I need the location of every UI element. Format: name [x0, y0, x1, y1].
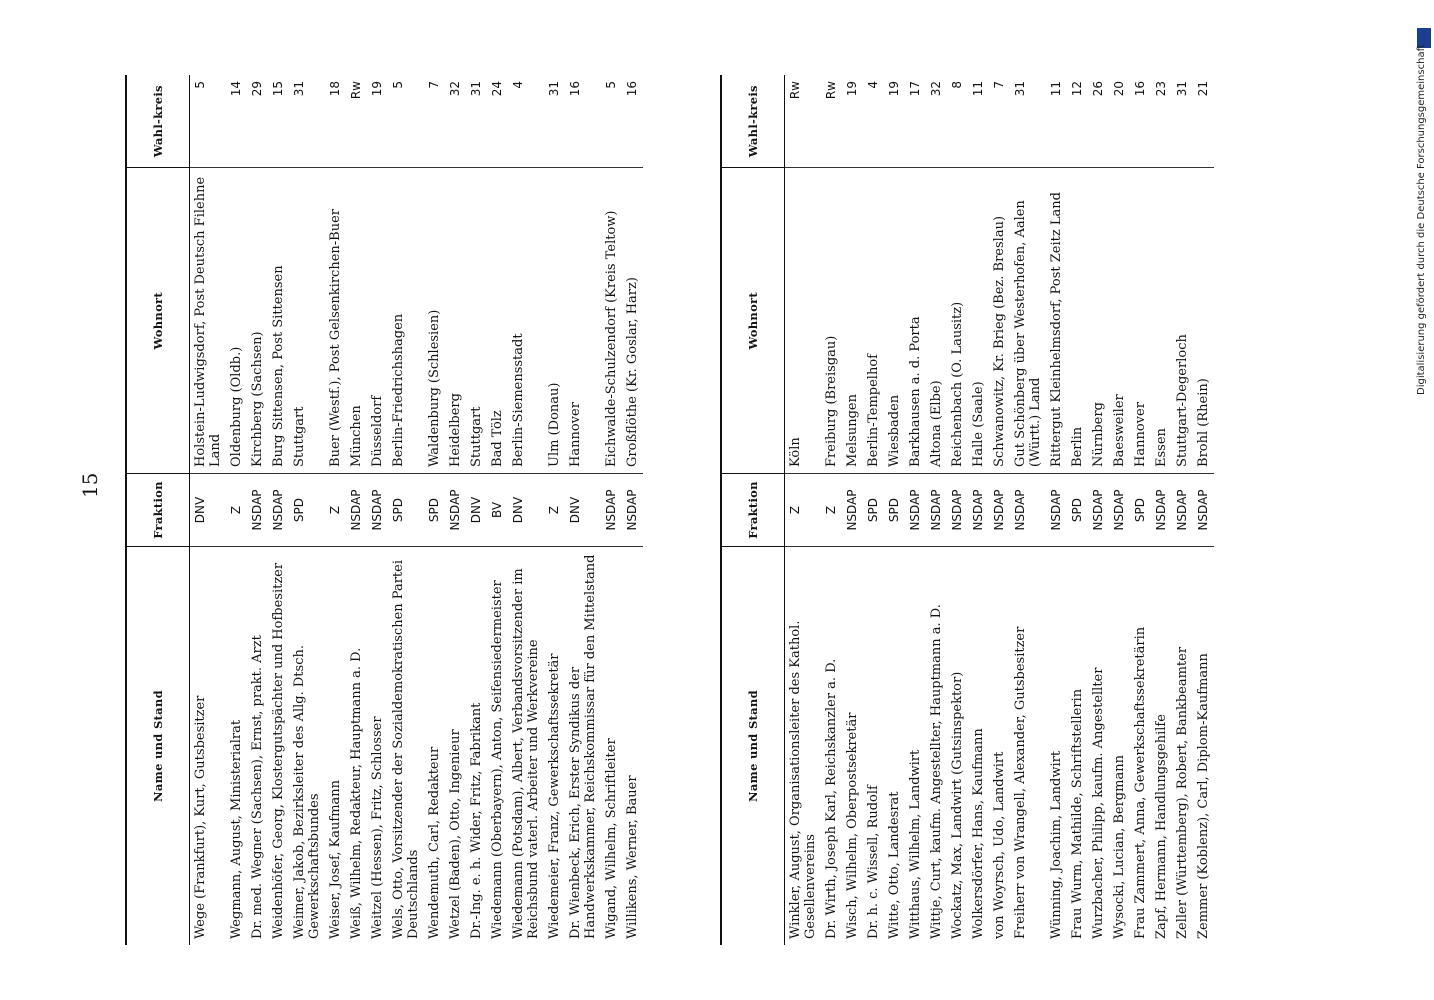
table-row — [1193, 75, 1214, 945]
table-header-row — [721, 75, 785, 945]
cell-wohnort: Kirchberg (Sachsen) — [247, 168, 268, 473]
table-row — [487, 75, 508, 945]
cell-fraktion: NSDAP — [1193, 473, 1214, 546]
cell-name: Wege (Frankfurt), Kurt, Gutsbesitzer — [193, 695, 208, 939]
cell-name: Witte, Otto, Landesrat — [887, 791, 902, 939]
table-row — [1067, 75, 1088, 945]
header-fraktion: Fraktion — [721, 473, 785, 546]
cell-fraktion: NSDAP — [842, 473, 863, 546]
cell-name: Freiherr von Wrangell, Alexander, Gutsbesitzer — [1013, 626, 1028, 939]
cell-fraktion: NSDAP — [926, 473, 947, 546]
cell-name: Zapf, Hermann, Handlungsgehilfe — [1154, 714, 1169, 939]
cell-wahlkreis: 32 — [926, 75, 947, 168]
cell-fraktion: NSDAP — [947, 473, 968, 546]
table-row — [1151, 75, 1172, 945]
cell-fraktion: Z — [821, 473, 842, 546]
cell-name: Wigand, Wilhelm, Schriftleiter — [604, 738, 619, 939]
cell-fraktion: NSDAP — [445, 473, 466, 546]
table-row — [544, 75, 565, 945]
cell-name: Willikens, Werner, Bauer — [625, 775, 640, 939]
table-row — [926, 75, 947, 945]
cell-wahlkreis: 5 — [190, 75, 227, 168]
cell-wohnort: Halle (Saale) — [968, 168, 989, 473]
cell-name: Wittje, Curt, kaufm. Angestellter, Hauptmann a. D. — [929, 604, 944, 939]
cell-wahlkreis: 31 — [1172, 75, 1193, 168]
cell-wahlkreis: 12 — [1067, 75, 1088, 168]
cell-wohnort: Nürnberg — [1088, 168, 1109, 473]
cell-fraktion: SPD — [1130, 473, 1151, 546]
cell-name: Wisch, Wilhelm, Oberpostsekretär — [845, 712, 860, 939]
cell-name: Dr. h. c. Wissell, Rudolf — [866, 785, 881, 939]
cell-wohnort: Hannover — [1130, 168, 1151, 473]
cell-wahlkreis: 31 — [1010, 75, 1046, 168]
cell-fraktion: Z — [325, 473, 346, 546]
cell-fraktion: SPD — [289, 473, 325, 546]
cell-name: Frau Zammert, Anna, Gewerkschaftssekretärin — [1133, 626, 1148, 939]
cell-wahlkreis: 5 — [388, 75, 424, 168]
cell-wohnort: Melsungen — [842, 168, 863, 473]
cell-name: Wetzel (Baden), Otto, Ingenieur — [448, 729, 463, 939]
cell-wohnort: Holstein-Ludwigsdorf, Post Deutsch Filehne Land — [190, 168, 227, 473]
header-name: Name und Stand — [126, 547, 190, 945]
cell-wahlkreis: 16 — [565, 75, 601, 168]
cell-wahlkreis: 4 — [863, 75, 884, 168]
cell-wahlkreis: 23 — [1151, 75, 1172, 168]
cell-wohnort: München — [346, 168, 367, 473]
cell-wohnort: Heidelberg — [445, 168, 466, 473]
table-row — [268, 75, 289, 945]
table-row — [289, 75, 325, 945]
cell-fraktion: SPD — [388, 473, 424, 546]
cell-wohnort: Hannover — [565, 168, 601, 473]
cell-fraktion: NSDAP — [989, 473, 1010, 546]
table-row — [1109, 75, 1130, 945]
left-table-body — [190, 75, 644, 945]
right-table-rotated — [720, 75, 1300, 945]
cell-fraktion: DNV — [508, 473, 544, 546]
cell-wohnort: Freiburg (Breisgau) — [821, 168, 842, 473]
cell-wahlkreis: 31 — [544, 75, 565, 168]
table-row — [1010, 75, 1046, 945]
cell-fraktion: DNV — [190, 473, 227, 546]
cell-wahlkreis: 16 — [1130, 75, 1151, 168]
cell-wahlkreis: 31 — [466, 75, 487, 168]
page-number: 15 — [78, 472, 102, 498]
table-row — [884, 75, 905, 945]
table-row — [1088, 75, 1109, 945]
cell-wahlkreis: 4 — [508, 75, 544, 168]
cell-wohnort: Schwanowitz, Kr. Brieg (Bez. Breslau) — [989, 168, 1010, 473]
cell-name: Wolkersdörfer, Hans, Kaufmann — [971, 728, 986, 939]
cell-fraktion: NSDAP — [601, 473, 622, 546]
cell-wohnort: Altona (Elbe) — [926, 168, 947, 473]
cell-wahlkreis: 19 — [884, 75, 905, 168]
table-row — [424, 75, 445, 945]
table-row — [785, 75, 822, 945]
right-table-body — [785, 75, 1215, 945]
cell-wohnort: Buer (Westf.), Post Gelsenkirchen-Buer — [325, 168, 346, 473]
table-row — [842, 75, 863, 945]
cell-name: Weimer, Jakob, Bezirksleiter des Allg. Dtsch. Gewerkschaftsbundes — [292, 645, 322, 939]
cell-wahlkreis: Rw — [346, 75, 367, 168]
header-wohnort: Wohnort — [721, 168, 785, 473]
table-row — [388, 75, 424, 945]
cell-fraktion: NSDAP — [968, 473, 989, 546]
table-row — [247, 75, 268, 945]
cell-wohnort: Wiesbaden — [884, 168, 905, 473]
cell-fraktion: NSDAP — [1172, 473, 1193, 546]
header-name: Name und Stand — [721, 547, 785, 945]
table-row — [226, 75, 247, 945]
cell-fraktion: NSDAP — [346, 473, 367, 546]
cell-wohnort: Stuttgart — [466, 168, 487, 473]
cell-fraktion: DNV — [565, 473, 601, 546]
cell-fraktion: NSDAP — [1109, 473, 1130, 546]
cell-fraktion: NSDAP — [1010, 473, 1046, 546]
cell-wahlkreis: 20 — [1109, 75, 1130, 168]
members-table-right — [720, 75, 1214, 945]
cell-wohnort: Düsseldorf — [367, 168, 388, 473]
cell-wahlkreis: 16 — [622, 75, 643, 168]
cell-fraktion: NSDAP — [1088, 473, 1109, 546]
cell-name: Zeller (Württemberg), Robert, Bankbeamter — [1175, 646, 1190, 939]
cell-wahlkreis: 31 — [289, 75, 325, 168]
cell-wohnort: Berlin-Friedrichshagen — [388, 168, 424, 473]
cell-fraktion: NSDAP — [1151, 473, 1172, 546]
cell-name: Wurzbacher, Philipp, kaufm. Angestellter — [1091, 667, 1106, 939]
cell-wohnort: Bad Tölz — [487, 168, 508, 473]
cell-name: Frau Wurm, Mathilde, Schriftstellerin — [1070, 688, 1085, 939]
cell-wohnort: Stuttgart — [289, 168, 325, 473]
cell-wahlkreis: 14 — [226, 75, 247, 168]
table-row — [1130, 75, 1151, 945]
table-row — [1046, 75, 1067, 945]
table-row — [905, 75, 926, 945]
table-row — [346, 75, 367, 945]
cell-wahlkreis: 32 — [445, 75, 466, 168]
cell-wahlkreis: Rw — [785, 75, 822, 168]
table-row — [367, 75, 388, 945]
cell-name: Witthaus, Wilhelm, Landwirt — [908, 749, 923, 939]
cell-wahlkreis: 17 — [905, 75, 926, 168]
members-table-left — [125, 75, 643, 945]
cell-name: Dr.-Ing. e. h. Wider, Fritz, Fabrikant — [469, 702, 484, 939]
cell-wahlkreis: 8 — [947, 75, 968, 168]
cell-wahlkreis: 5 — [601, 75, 622, 168]
cell-wohnort: Eichwalde-Schulzendorf (Kreis Teltow) — [601, 168, 622, 473]
header-wahlkreis: Wahl-kreis — [721, 75, 785, 168]
cell-name: Wiedemann (Oberbayern), Anton, Seifensiedermeister — [490, 580, 505, 939]
cell-name: Wiedemeier, Franz, Gewerkschaftssekretär — [547, 653, 562, 939]
cell-wahlkreis: 18 — [325, 75, 346, 168]
cell-wohnort: Baesweiler — [1109, 168, 1130, 473]
cell-name: Weidenhöfer, Georg, Klostergutspächter und Hofbesitzer — [271, 562, 286, 939]
cell-name: Wegmann, August, Ministerialrat — [229, 719, 244, 939]
table-row — [508, 75, 544, 945]
cell-name: Wysocki, Lucian, Bergmann — [1112, 755, 1127, 939]
cell-wohnort: Berlin-Tempelhof — [863, 168, 884, 473]
cell-fraktion: NSDAP — [367, 473, 388, 546]
cell-wohnort: Barkhausen a. d. Porta — [905, 168, 926, 473]
table-row — [565, 75, 601, 945]
cell-fraktion: NSDAP — [1046, 473, 1067, 546]
table-row — [601, 75, 622, 945]
table-row — [968, 75, 989, 945]
cell-wohnort: Berlin-Siemensstadt — [508, 168, 544, 473]
cell-name: Dr. Wienbeck, Erich, Erster Syndikus der Handwerkskammer, Reichskommissar für den Mittelstand — [568, 554, 598, 939]
cell-name: Weiser, Josef, Kaufmann — [328, 779, 343, 939]
cell-fraktion: SPD — [1067, 473, 1088, 546]
cell-name: Wockatz, Max, Landwirt (Gutsinspektor) — [950, 671, 965, 939]
cell-name: Weitzel (Hessen), Fritz, Schlosser — [370, 716, 385, 939]
cell-fraktion: DNV — [466, 473, 487, 546]
cell-wahlkreis: 19 — [842, 75, 863, 168]
cell-wohnort: Köln — [785, 168, 822, 473]
cell-wohnort: Oldenburg (Oldb.) — [226, 168, 247, 473]
cell-wohnort: Ulm (Donau) — [544, 168, 565, 473]
cell-wahlkreis: 29 — [247, 75, 268, 168]
cell-wohnort: Waldenburg (Schlesien) — [424, 168, 445, 473]
cell-wohnort: Großflöthe (Kr. Goslar, Harz) — [622, 168, 643, 473]
cell-name: Winkler, August, Organisationsleiter des Kathol. Gesellenvereins — [788, 620, 818, 939]
cell-fraktion: Z — [226, 473, 247, 546]
cell-name: Dr. med. Wegner (Sachsen), Ernst, prakt. Arzt — [250, 635, 265, 939]
table-row — [947, 75, 968, 945]
cell-wahlkreis: 24 — [487, 75, 508, 168]
cell-wohnort: Essen — [1151, 168, 1172, 473]
cell-wahlkreis: 7 — [989, 75, 1010, 168]
cell-wahlkreis: 15 — [268, 75, 289, 168]
table-row — [1172, 75, 1193, 945]
cell-wahlkreis: 21 — [1193, 75, 1214, 168]
digitization-credit: Digitalisierung gefördert durch die Deutsche Forschungsgemeinschaft — [1416, 44, 1427, 395]
cell-wohnort: Burg Sittensen, Post Sittensen — [268, 168, 289, 473]
cell-wohnort: Brohl (Rhein) — [1193, 168, 1214, 473]
table-row — [821, 75, 842, 945]
cell-fraktion: Z — [785, 473, 822, 546]
cell-wahlkreis: 11 — [1046, 75, 1067, 168]
cell-fraktion: NSDAP — [268, 473, 289, 546]
cell-wahlkreis: Rw — [821, 75, 842, 168]
cell-name: Dr. Wirth, Joseph Karl, Reichskanzler a. D. — [824, 658, 839, 939]
table-row — [445, 75, 466, 945]
table-row — [466, 75, 487, 945]
cell-wohnort: Stuttgart-Degerloch — [1172, 168, 1193, 473]
cell-wahlkreis: 19 — [367, 75, 388, 168]
table-row — [989, 75, 1010, 945]
header-wahlkreis: Wahl-kreis — [126, 75, 190, 168]
cell-wahlkreis: 26 — [1088, 75, 1109, 168]
table-row — [622, 75, 643, 945]
cell-wohnort: Gut Schönberg über Westerhofen, Aalen (Württ.) Land — [1010, 168, 1046, 473]
cell-name: Wels, Otto, Vorsitzender der Sozialdemokratischen Partei Deutschlands — [391, 560, 421, 939]
cell-fraktion: NSDAP — [247, 473, 268, 546]
cell-name: Zemmer (Koblenz), Carl, Diplom-Kaufmann — [1196, 653, 1211, 939]
table-header-row — [126, 75, 190, 945]
cell-name: Wiedemann (Potsdam), Albert, Verbandsvorsitzender im Reichsbund vaterl. Arbeiter und Werkvereine — [511, 568, 541, 939]
cell-name: von Woyrsch, Udo, Landwirt — [992, 751, 1007, 939]
left-table-rotated — [125, 75, 705, 945]
cell-fraktion: SPD — [424, 473, 445, 546]
cell-wahlkreis: 7 — [424, 75, 445, 168]
table-row — [863, 75, 884, 945]
cell-name: Wünning, Joachim, Landwirt — [1049, 750, 1064, 939]
cell-fraktion: NSDAP — [622, 473, 643, 546]
cell-name: Wendemuth, Carl, Redakteur — [427, 746, 442, 939]
cell-wohnort: Berlin — [1067, 168, 1088, 473]
cell-wahlkreis: 11 — [968, 75, 989, 168]
table-row — [325, 75, 346, 945]
table-row — [190, 75, 227, 945]
header-wohnort: Wohnort — [126, 168, 190, 473]
cell-fraktion: SPD — [863, 473, 884, 546]
cell-fraktion: SPD — [884, 473, 905, 546]
cell-wohnort: Rittergut Kleinhelmsdorf, Post Zeitz Land — [1046, 168, 1067, 473]
cell-fraktion: BV — [487, 473, 508, 546]
cell-fraktion: Z — [544, 473, 565, 546]
cell-wohnort: Reichenbach (O. Lausitz) — [947, 168, 968, 473]
header-fraktion: Fraktion — [126, 473, 190, 546]
cell-fraktion: NSDAP — [905, 473, 926, 546]
cell-name: Weiß, Wilhelm, Redakteur, Hauptmann a. D. — [349, 647, 364, 939]
